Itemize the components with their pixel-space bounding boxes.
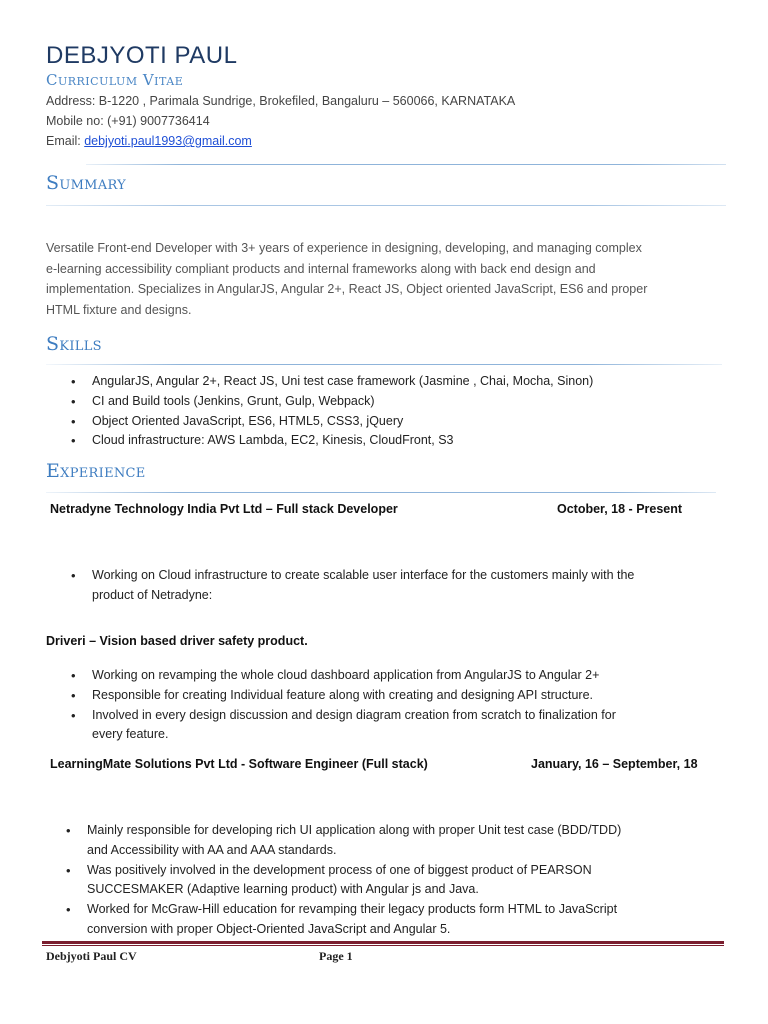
project-heading-driveri: Driveri – Vision based driver safety product. [46, 634, 308, 648]
bullet-line: • Involved in every design discussion and design diagram creation from scratch to finalization for [92, 707, 616, 722]
list-item: • Responsible for creating Individual feature along with creating and designing API structure. [46, 686, 736, 706]
summary-title: Summary [46, 172, 127, 194]
document-subtitle: Curriculum Vitae [46, 71, 184, 89]
list-item [46, 566, 736, 606]
job-title-learningmate: LearningMate Solutions Pvt Ltd - Software Engineer (Full stack) [50, 757, 428, 771]
header-divider [86, 164, 726, 165]
summary-line: Versatile Front-end Developer with 3+ years of experience in designing, developing, and managing complex [46, 241, 642, 255]
job-dates-learningmate: January, 16 – September, 18 [531, 757, 698, 771]
bullet-line: and Accessibility with AA and AAA standards. [87, 842, 337, 857]
bullet-line: conversion with proper Object-Oriented JavaScript and Angular 5. [87, 921, 451, 936]
address-line: Address: B-1220 , Parimala Sundrige, Brokefiled, Bangaluru – 560066, KARNATAKA [46, 94, 516, 108]
list-item: • Object Oriented JavaScript, ES6, HTML5, CSS3, jQuery [46, 412, 726, 432]
learningmate-bullets [41, 821, 741, 940]
bullet-line: • Worked for McGraw-Hill education for revamping their legacy products form HTML to JavaScript [87, 902, 618, 917]
email-label: Email: [46, 134, 85, 148]
list-item [46, 706, 736, 746]
summary-line: implementation. Specializes in AngularJS, Angular 2+, React JS, Object oriented JavaScript, ES6 and proper [46, 282, 648, 296]
mobile-line: Mobile no: (+91) 9007736414 [46, 114, 210, 128]
list-item: • CI and Build tools (Jenkins, Grunt, Gulp, Webpack) [46, 392, 726, 412]
netradyne-bullets [46, 566, 736, 606]
summary-divider [46, 205, 726, 206]
skills-divider [46, 364, 722, 365]
list-item [41, 861, 741, 901]
email-line [46, 134, 252, 148]
footer-author: Debjyoti Paul CV [46, 949, 137, 963]
list-item: • Cloud infrastructure: AWS Lambda, EC2, Kinesis, CloudFront, S3 [46, 431, 726, 451]
list-item [41, 900, 741, 940]
skills-title: Skills [46, 333, 102, 355]
experience-title: Experience [46, 460, 146, 482]
job-title-netradyne: Netradyne Technology India Pvt Ltd – Full stack Developer [50, 502, 398, 516]
bullet-line: product of Netradyne: [92, 587, 213, 602]
bullet-line: • Was positively involved in the development process of one of biggest product of PEARSON [87, 862, 592, 877]
list-item: • Working on revamping the whole cloud dashboard application from AngularJS to Angular 2+ [46, 666, 736, 686]
bullet-line: every feature. [92, 727, 169, 742]
candidate-name: DEBJYOTI PAUL [46, 42, 238, 69]
footer-rule-thin [42, 945, 724, 946]
page-number: Page 1 [319, 949, 353, 963]
summary-text [46, 238, 726, 320]
bullet-line: SUCCESMAKER (Adaptive learning product) with Angular js and Java. [87, 882, 479, 897]
list-item: • AngularJS, Angular 2+, React JS, Uni test case framework (Jasmine , Chai, Mocha, Sinon) [46, 372, 726, 392]
summary-line: e-learning accessibility compliant products and internal frameworks along with back end design and [46, 261, 596, 276]
bullet-line: • Working on Cloud infrastructure to create scalable user interface for the customers mainly with the [92, 568, 635, 582]
summary-line: HTML fixture and designs. [46, 302, 192, 317]
email-link[interactable]: debjyoti.paul1993@gmail.com [84, 134, 252, 148]
experience-divider [46, 492, 716, 493]
job-dates-netradyne: October, 18 - Present [557, 502, 683, 516]
skills-list [46, 372, 726, 451]
list-item [41, 821, 741, 861]
driveri-bullets [46, 666, 736, 745]
footer-rule-thick [42, 941, 724, 944]
bullet-line: • Mainly responsible for developing rich UI application along with proper Unit test case (BDD/TDD) [87, 823, 622, 837]
